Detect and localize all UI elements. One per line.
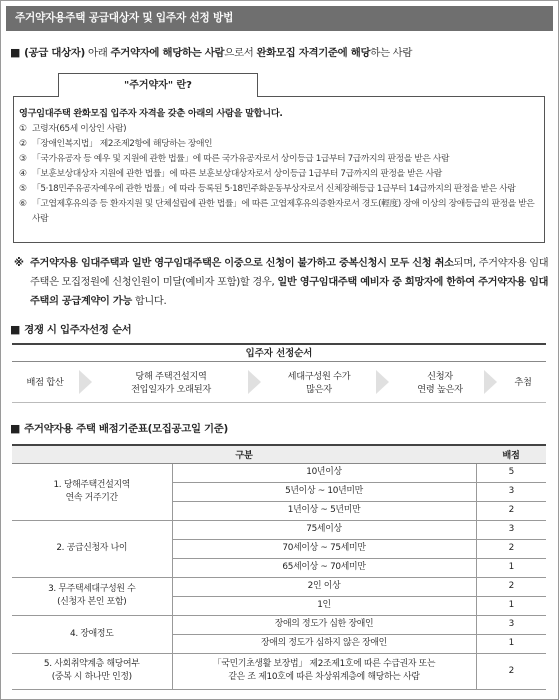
score-cell: 2: [476, 501, 546, 520]
score-cell: 3: [476, 482, 546, 501]
flow-title: 입주자 선정순서: [12, 343, 546, 362]
competition-heading-text: 경쟁 시 입주자선정 순서: [24, 324, 132, 336]
flow-step: 배점 합산: [26, 377, 64, 388]
list-item: [19, 122, 539, 137]
score-cell: 2: [476, 577, 546, 596]
criterion-cell: 「국민기초생활 보장법」 제2조제1호에 따른 수급권자 또는 같은 조 제10호에 따른 차상위계층에 해당하는 사람: [172, 653, 476, 689]
scoring-table: [12, 444, 546, 690]
supply-heading-text: 하는 사람: [370, 47, 413, 59]
list-item: [19, 167, 539, 182]
criterion-cell: 10년이상: [172, 463, 476, 482]
criterion-cell: 2인 이상: [172, 577, 476, 596]
criterion-cell: 1인: [172, 596, 476, 615]
table-row: [12, 463, 546, 482]
table-row: [12, 577, 546, 596]
item-text: 「장애인복지법」 제2조제2항에 해당하는 장애인: [32, 139, 213, 149]
supply-heading-text: 아래: [85, 47, 111, 59]
vulnerable-definition-list: [19, 122, 539, 227]
score-cell: 5: [476, 463, 546, 482]
table-row: [12, 653, 546, 689]
square-bullet-icon: ■: [10, 422, 21, 435]
item-text: 「고엽제후유의증 등 환자지원 및 단체설립에 관한 법률」에 따른 고엽제후유의증환자로서 경도(輕度) 장애 이상의 장애등급의 판정을 받은 사람: [32, 199, 535, 224]
criterion-cell: 75세이상: [172, 520, 476, 539]
flow-step: 당해 주택건설지역 전입일자가 오래된자: [131, 370, 211, 395]
scoring-heading-text: 주거약자용 주택 배점기준표(모집공고일 기준): [24, 423, 228, 435]
supply-heading-bold: 주거약자에 해당하는 사람: [110, 47, 225, 59]
flow-step: 세대구성원 수가 많은자: [287, 370, 351, 395]
list-item: [19, 137, 539, 152]
score-cell: 1: [476, 634, 546, 653]
category-cell: 2. 공급신청자 나이: [12, 520, 172, 577]
category-cell: 4. 장애정도: [12, 615, 172, 653]
column-header-category: 구분: [12, 445, 476, 463]
score-cell: 1: [476, 596, 546, 615]
item-number: ③: [19, 154, 27, 164]
info-box-tab: "주거약자" 란?: [58, 73, 258, 97]
supply-heading-prefix: (공급 대상자): [24, 47, 85, 59]
arrow-right-icon: [484, 370, 497, 394]
info-box-intro: 영구임대주택 완화모집 입주자 자격을 갖춘 아래의 사람을 말합니다.: [19, 108, 283, 119]
criterion-cell: 장애의 정도가 심한 장애인: [172, 615, 476, 634]
scoring-heading: [10, 420, 228, 435]
item-number: ⑤: [19, 184, 27, 194]
criterion-cell: 65세이상 ~ 70세미만: [172, 558, 476, 577]
criterion-cell: 5년이상 ~ 10년미만: [172, 482, 476, 501]
score-cell: 1: [476, 558, 546, 577]
arrow-right-icon: [376, 370, 389, 394]
square-bullet-icon: ■: [10, 323, 21, 336]
duplicate-application-note: [14, 254, 552, 311]
note-bold: 일반 영구임대주택 예비자 중 희망자에 한하여 주거약자용 임대주택의 공급계약이 가능: [30, 277, 549, 307]
criterion-cell: 70세이상 ~ 75세미만: [172, 539, 476, 558]
category-cell: 5. 사회취약계층 해당여부 (중복 시 하나만 인정): [12, 653, 172, 689]
table-row: [12, 615, 546, 634]
page-title: 주거약자용주택 공급대상자 및 입주자 선정 방법: [6, 6, 553, 31]
supply-heading-bold: 완화모집 자격기준에 해당: [256, 47, 371, 59]
flow-step: 추첨: [514, 377, 532, 388]
category-cell: 3. 무주택세대구성원 수 (신청자 본인 포함): [12, 577, 172, 615]
arrow-right-icon: [248, 370, 261, 394]
supply-heading: [10, 44, 412, 59]
selection-order-flow: [12, 343, 546, 405]
item-number: ②: [19, 139, 27, 149]
note-text: [30, 254, 552, 311]
note-plain: 되며, 주거약자용 임대주택은 모집정원에 신청인원이 미달(예비자 포함)할 경우,: [30, 258, 549, 288]
vulnerable-definition-box: [13, 96, 545, 243]
square-bullet-icon: ■: [10, 46, 21, 59]
list-item: [19, 182, 539, 197]
table-row: [12, 520, 546, 539]
flow-step: 신청자 연령 높은자: [417, 370, 463, 395]
criterion-cell: 1년이상 ~ 5년미만: [172, 501, 476, 520]
flow-steps: [12, 362, 546, 403]
supply-heading-text: 으로서: [224, 47, 257, 59]
list-item: [19, 197, 539, 227]
reference-mark: ※: [14, 258, 24, 269]
score-cell: 3: [476, 520, 546, 539]
competition-heading: [10, 321, 131, 336]
score-cell: 2: [476, 653, 546, 689]
item-text: 「보훈보상대상자 지원에 관한 법률」에 따른 보훈보상대상자로서 상이등급 1급부터 7급까지의 판정을 받은 사람: [32, 169, 442, 179]
item-text: 「국가유공자 등 예우 및 지원에 관한 법률」에 따른 국가유공자로서 상이등급 1급부터 7급까지의 판정을 받은 사람: [32, 154, 450, 164]
column-header-score: 배점: [476, 445, 546, 463]
item-number: ①: [19, 124, 27, 134]
score-cell: 2: [476, 539, 546, 558]
item-text: 「5·18민주유공자예우에 관한 법률」에 따라 등록된 5·18민주화운동부상자로서 신체장해등급 1급부터 14급까지의 판정을 받은 사람: [32, 184, 516, 194]
arrow-right-icon: [79, 370, 92, 394]
item-number: ⑥: [19, 199, 27, 209]
category-cell: 1. 당해주택건설지역 연속 거주기간: [12, 463, 172, 520]
list-item: [19, 152, 539, 167]
item-number: ④: [19, 169, 27, 179]
score-cell: 3: [476, 615, 546, 634]
note-plain: 합니다.: [131, 296, 167, 307]
item-text: 고령자(65세 이상인 사람): [32, 124, 127, 134]
note-bold: 주거약자용 임대주택과 일반 영구임대주택은 이중으로 신청이 불가하고 중복신청시 모두 신청 취소: [30, 258, 454, 269]
criterion-cell: 장애의 정도가 심하지 않은 장애인: [172, 634, 476, 653]
